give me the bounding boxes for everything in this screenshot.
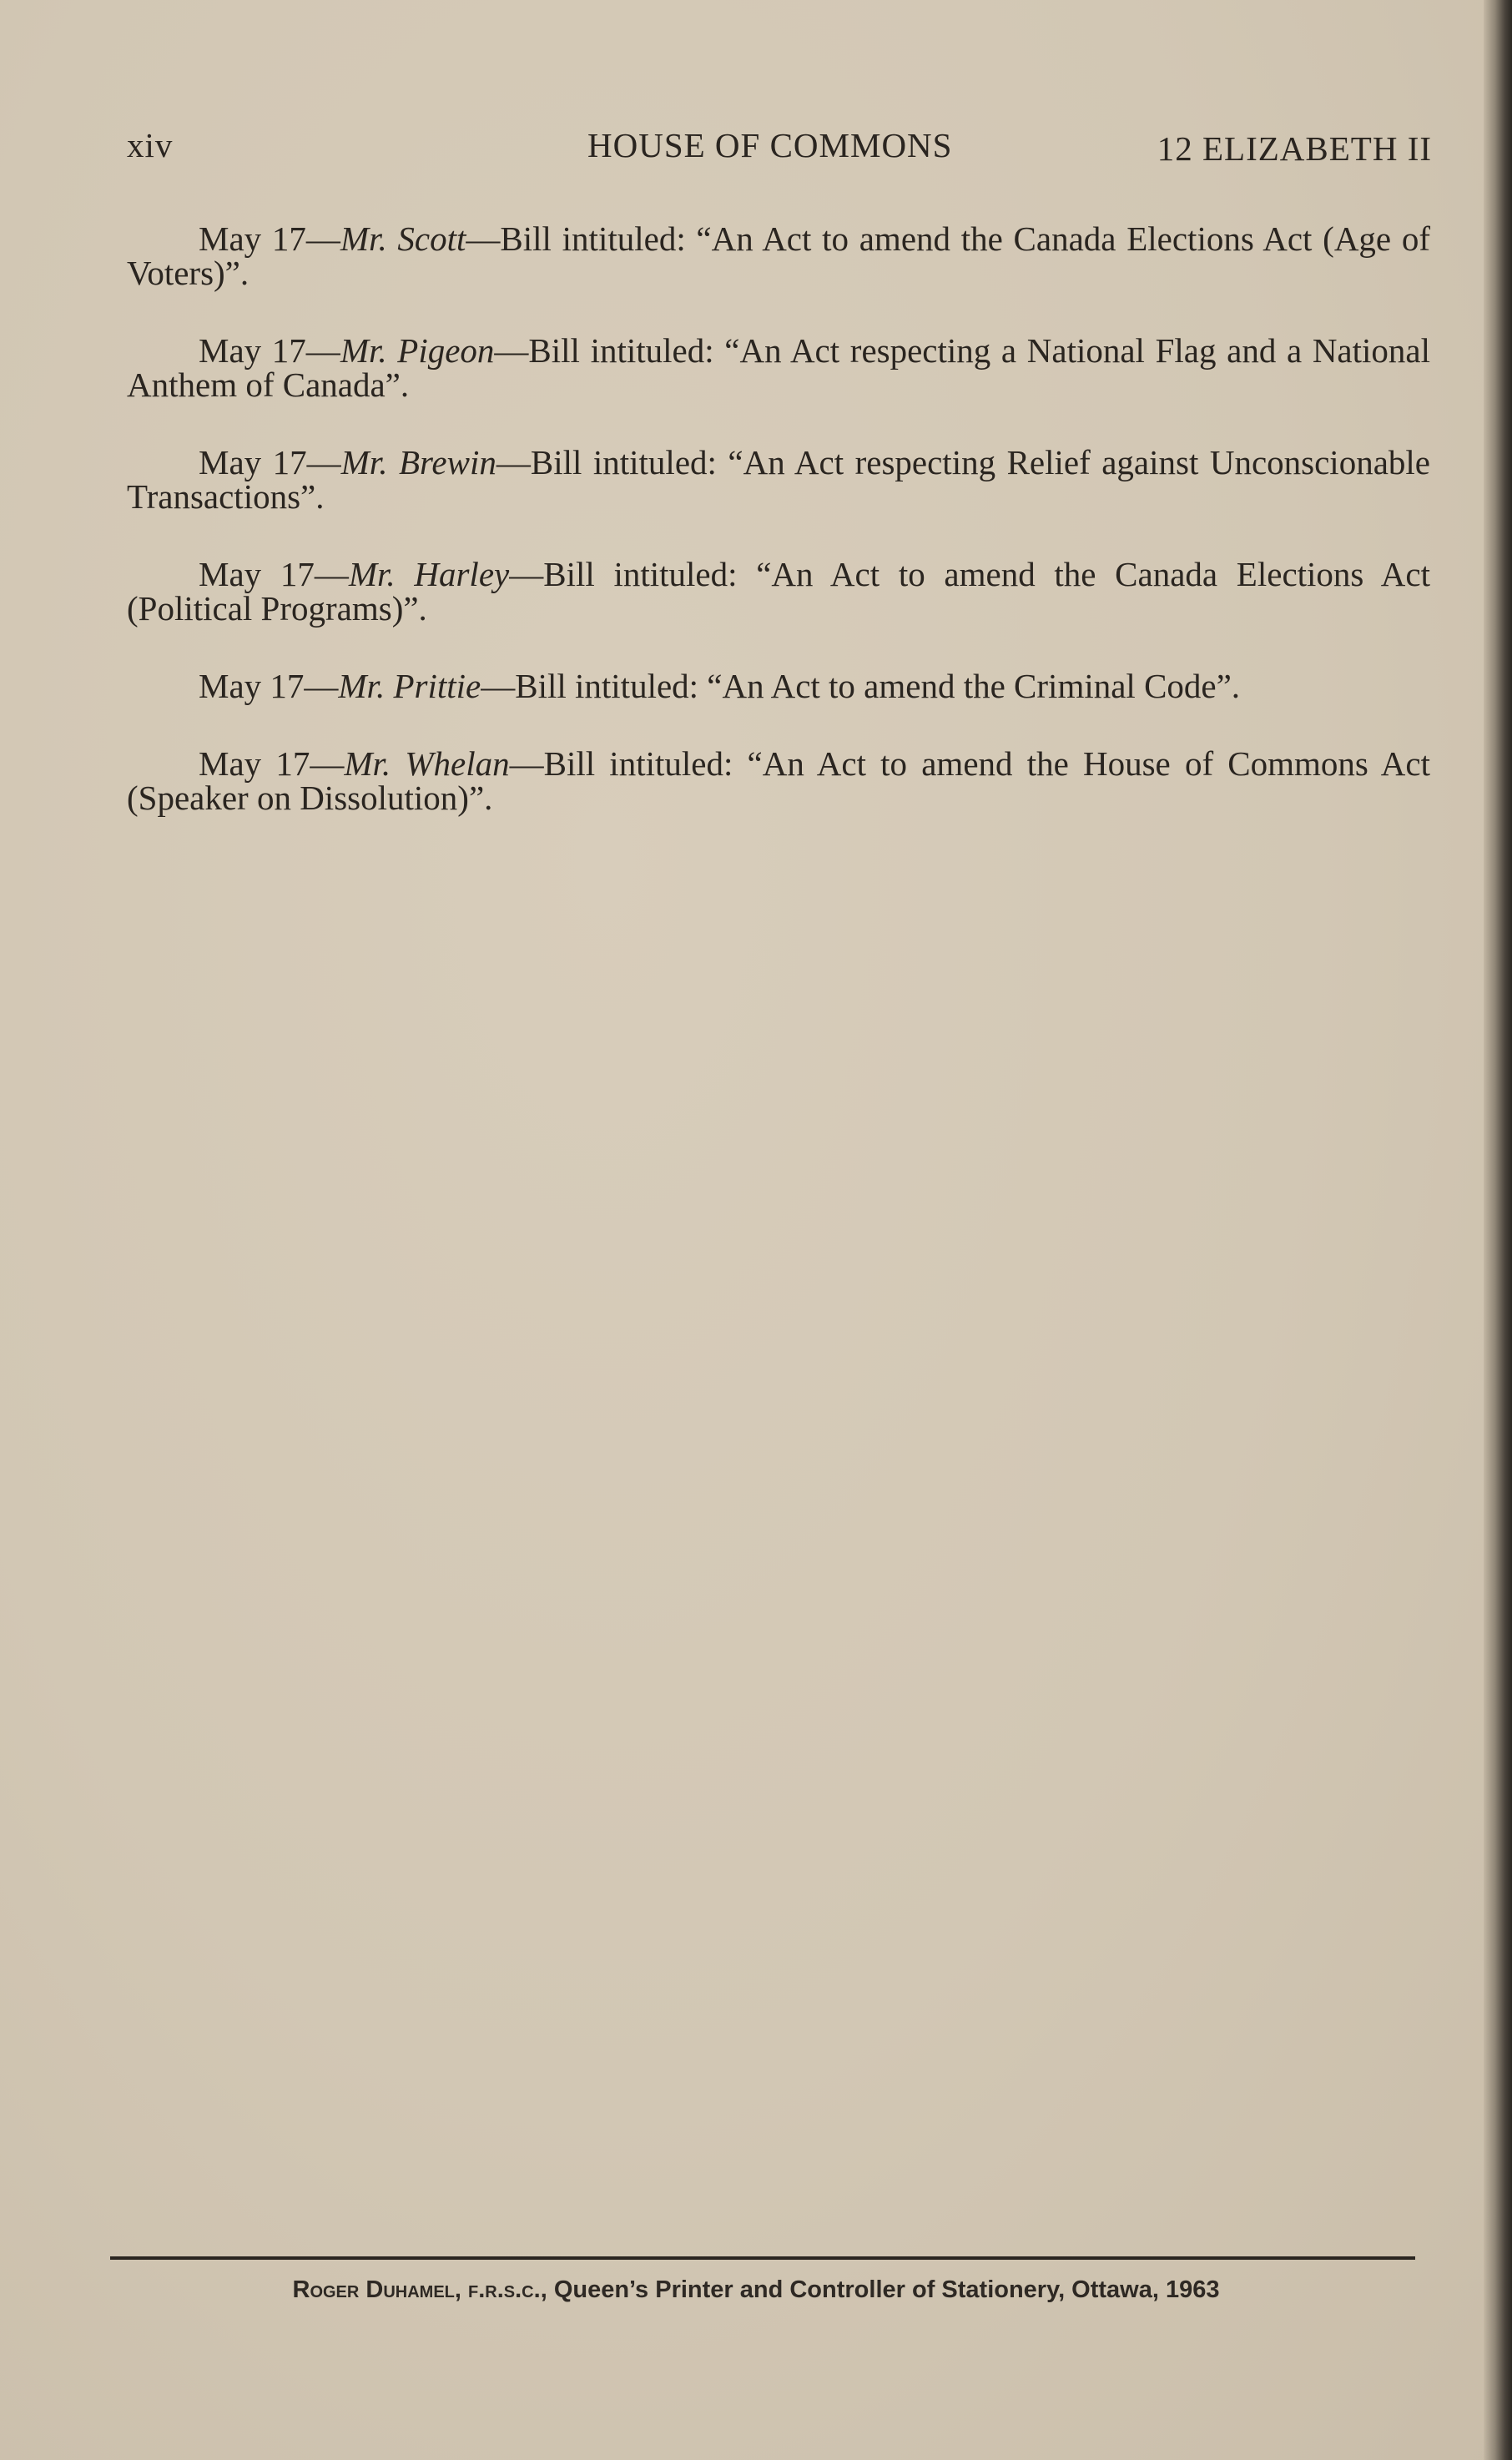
entry-date: May 17— — [199, 443, 341, 481]
entry-member: Mr. Scott — [340, 219, 466, 258]
entry-date: May 17— — [199, 555, 349, 593]
bill-entry — [127, 669, 1430, 703]
page-number: xiv — [127, 126, 174, 164]
header-title: HOUSE OF COMMONS — [587, 126, 953, 164]
bill-entry — [127, 331, 1430, 404]
bill-entries — [127, 219, 1431, 859]
entry-member: Mr. Pigeon — [340, 331, 495, 370]
entry-member: Mr. Whelan — [344, 744, 510, 783]
printer-name: Roger Duhamel, — [292, 2276, 461, 2303]
entry-text: —Bill intituled: “An Act to amend the Criminal Code”. — [481, 667, 1241, 705]
book-spine-shadow — [1484, 0, 1512, 2460]
entry-text: —Bill intituled: “An Act to amend the House of Commons Act (Speaker on Dissolution)”. — [127, 744, 1430, 817]
regnal-year: 12 ELIZABETH II — [1157, 129, 1432, 168]
entry-text: —Bill intituled: “An Act to amend the Canada Elections Act (Age of Voters)”. — [127, 219, 1431, 292]
entry-text: —Bill intituled: “An Act to amend the Canada Elections Act (Political Programs)”. — [127, 555, 1431, 628]
footer-divider — [110, 2256, 1415, 2260]
running-header — [127, 125, 1432, 175]
bill-entry — [127, 557, 1430, 626]
printer-title: Queen’s Printer and Controller of Stationery, Ottawa, 1963 — [553, 2276, 1220, 2303]
entry-member: Mr. Prittie — [338, 667, 481, 705]
entry-date: May 17— — [199, 667, 339, 705]
entry-date: May 17— — [199, 331, 340, 370]
printer-credentials: f.r.s.c., — [468, 2276, 547, 2303]
entry-text: —Bill intituled: “An Act respecting a National Flag and a National Anthem of Canada”. — [127, 331, 1430, 404]
entry-date: May 17— — [199, 219, 340, 258]
entry-member: Mr. Harley — [348, 555, 510, 593]
entry-date: May 17— — [199, 744, 345, 783]
bill-entry — [127, 744, 1430, 817]
entry-member: Mr. Brewin — [340, 443, 496, 481]
entry-text: —Bill intituled: “An Act respecting Relief against Unconscionable Transactions”. — [127, 443, 1430, 516]
bill-entry — [127, 443, 1430, 516]
printer-imprint — [0, 2276, 1512, 2304]
bill-entry — [127, 219, 1431, 292]
